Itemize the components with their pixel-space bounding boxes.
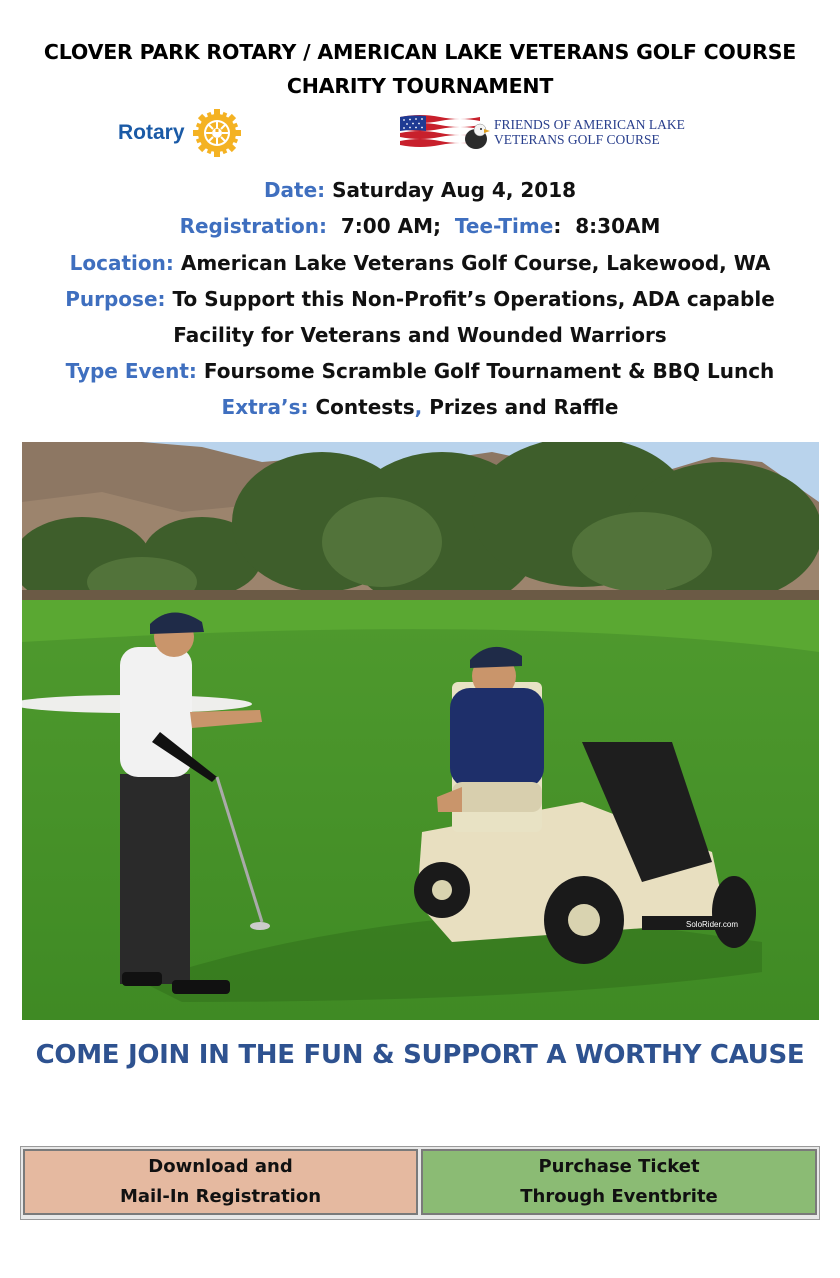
purpose-line2: [0, 323, 840, 347]
friends-logo-line2: VETERANS GOLF COURSE: [494, 132, 660, 147]
extras-label: Extra’s:: [221, 395, 309, 419]
location-value: American Lake Veterans Golf Course, Lakewood, WA: [180, 251, 771, 275]
extras-value-contests: Contests: [315, 395, 415, 419]
location-line: [0, 251, 840, 275]
purchase-button-line2: Through Eventbrite: [520, 1186, 718, 1207]
location-label: Location:: [69, 251, 174, 275]
date-value: Saturday Aug 4, 2018: [332, 178, 577, 202]
rotary-wordmark: Rotary: [118, 121, 185, 144]
registration-line: [0, 214, 840, 238]
purpose-line: [0, 287, 840, 311]
cart-brand-text: SoloRider.com: [686, 920, 739, 929]
rotary-logo: [118, 106, 243, 160]
purchase-button-line1: Purchase Ticket: [538, 1156, 700, 1177]
type-event-value: Foursome Scramble Golf Tournament & BBQ Lunch: [203, 359, 775, 383]
purpose-value-line2: Facility for Veterans and Wounded Warriors: [173, 323, 667, 347]
golfers-illustration: [22, 442, 819, 1020]
extras-comma: ,: [414, 395, 423, 419]
purpose-value-line1: To Support this Non-Profit’s Operations, ADA capable: [172, 287, 775, 311]
registration-label: Registration:: [179, 214, 327, 238]
date-label: Date:: [263, 178, 326, 202]
download-registration-button[interactable]: [23, 1149, 418, 1215]
american-flag-eagle-icon: [400, 113, 490, 151]
date-line: [0, 178, 840, 202]
extras-line: [0, 395, 840, 419]
extras-value-prizes: Prizes and Raffle: [429, 395, 619, 419]
page-title-line1: CLOVER PARK ROTARY / AMERICAN LAKE VETERANS GOLF COURSE: [43, 40, 797, 64]
rotary-wheel-icon: [191, 107, 243, 159]
download-button-line1: Download and: [148, 1156, 293, 1177]
teetime-colon: :: [553, 214, 562, 238]
purchase-ticket-button[interactable]: [421, 1149, 817, 1215]
type-event-label: Type Event:: [65, 359, 197, 383]
call-to-action-text: COME JOIN IN THE FUN & SUPPORT A WORTHY CAUSE: [35, 1040, 805, 1070]
download-button-line2: Mail-In Registration: [119, 1186, 322, 1207]
page-title-line2: CHARITY TOURNAMENT: [286, 74, 554, 98]
friends-logo-line1: FRIENDS OF AMERICAN LAKE: [494, 117, 685, 132]
type-event-line: [0, 359, 840, 383]
friends-logo-text: [494, 117, 685, 147]
teetime-label: Tee-Time: [454, 214, 554, 238]
golf-course-photo: [22, 442, 819, 1020]
teetime-value: 8:30AM: [575, 214, 661, 238]
purpose-label: Purpose:: [65, 287, 166, 311]
registration-value: 7:00 AM;: [340, 214, 441, 238]
friends-of-american-lake-logo: [400, 112, 685, 152]
